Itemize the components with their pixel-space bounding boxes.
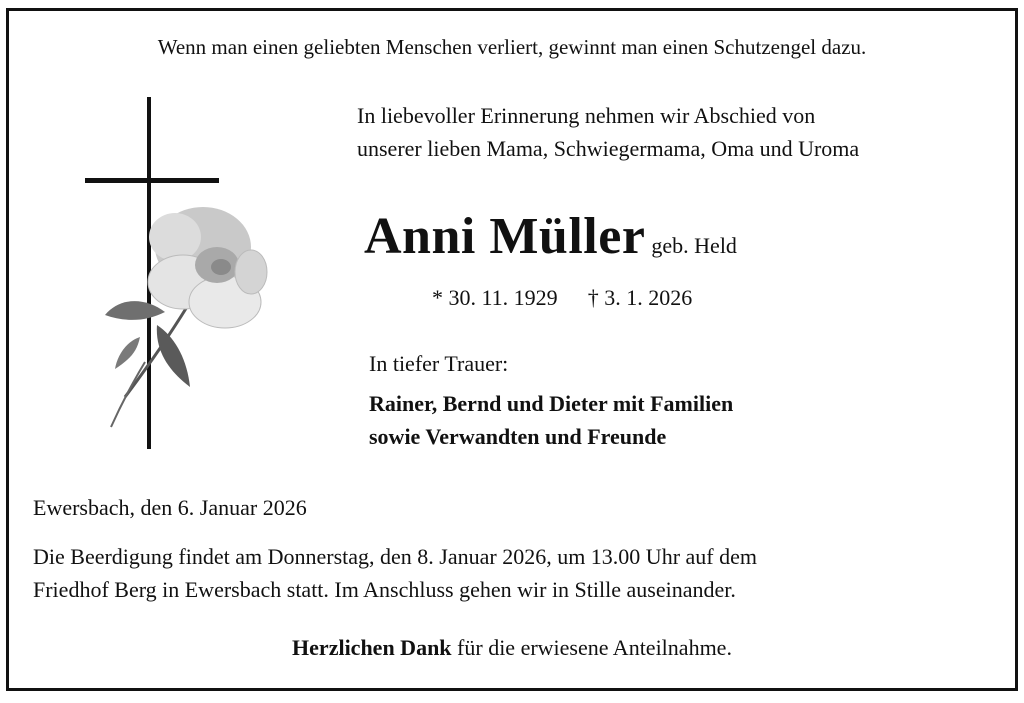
thanks-bold: Herzlichen Dank [292,635,452,660]
thanks-line [9,635,1015,661]
deceased-name-block [364,207,737,266]
mourning-label: In tiefer Trauer: [369,351,509,376]
place-and-date: Ewersbach, den 6. Januar 2026 [33,495,307,520]
maiden-name: geb. Held [651,233,737,258]
thanks-rest: für die erwiesene Anteilnahme. [451,635,732,660]
motto: Wenn man einen geliebten Menschen verliert, gewinnt man einen Schutzengel dazu. [157,35,867,59]
funeral-line-2: Friedhof Berg in Ewersbach statt. Im Anschluss gehen wir in Stille auseinander. [33,577,736,602]
birth-date: * 30. 11. 1929 [432,285,558,310]
intro-line-1: In liebevoller Erinnerung nehmen wir Abschied von [357,103,816,128]
death-date: † 3. 1. 2026 [587,285,693,310]
mourners-line-1: Rainer, Bernd und Dieter mit Familien [369,391,734,416]
intro-text [357,99,997,165]
mourners-line-2: sowie Verwandten und Freunde [369,424,667,449]
mourners [369,387,989,453]
obituary-notice [6,8,1018,691]
funeral-info [33,540,993,606]
intro-line-2: unserer lieben Mama, Schwiegermama, Oma und Uroma [357,136,860,161]
life-dates [432,285,692,311]
cross-with-rose-icon [75,97,275,457]
funeral-line-1: Die Beerdigung findet am Donnerstag, den 8. Januar 2026, um 13.00 Uhr auf dem [33,544,757,569]
deceased-name: Anni Müller [364,208,646,265]
